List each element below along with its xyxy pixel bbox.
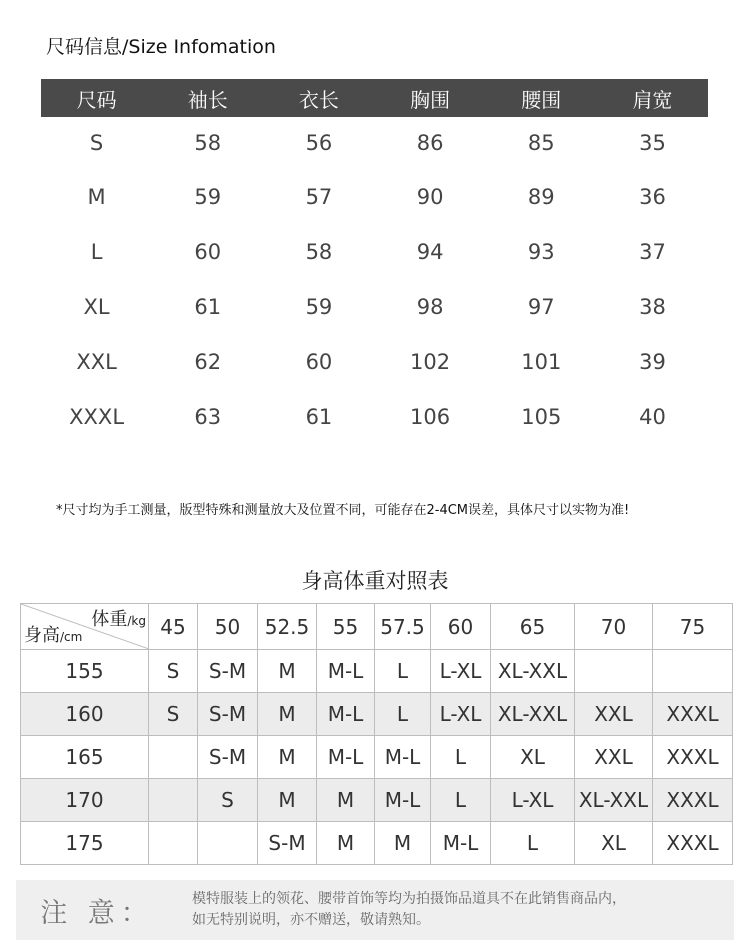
size-cell: 85 xyxy=(527,131,555,155)
recommended-size-cell: L xyxy=(431,736,491,779)
size-cell: 36 xyxy=(639,184,666,209)
recommended-size-cell: XXXL xyxy=(653,779,733,822)
size-cell: 90 xyxy=(416,184,444,209)
recommended-size-cell xyxy=(653,650,733,693)
height-cell: 165 xyxy=(21,736,149,779)
size-row xyxy=(41,334,708,389)
recommended-size-cell: M xyxy=(258,650,317,693)
size-cell: 98 xyxy=(416,294,444,319)
recommended-size-cell xyxy=(149,822,198,865)
recommended-size-cell: XXL xyxy=(575,736,653,779)
weight-cell: 65 xyxy=(491,604,575,650)
size-cell: 94 xyxy=(416,239,444,264)
header-cell: 胸围 xyxy=(410,87,451,112)
recommended-size-cell: XXL xyxy=(575,693,653,736)
recommended-size-cell: M-L xyxy=(375,736,431,779)
recommended-size-cell: S xyxy=(149,693,198,736)
notice-text xyxy=(178,889,734,931)
size-cell: XL xyxy=(83,294,110,319)
size-cell: 102 xyxy=(410,349,451,374)
height-row xyxy=(21,693,733,736)
recommended-size-cell: XXXL xyxy=(653,693,733,736)
recommended-size-cell: XL-XXL xyxy=(575,779,653,822)
size-cell: 61 xyxy=(305,404,333,429)
recommended-size-cell xyxy=(198,822,258,865)
measurement-footnote: *尺寸均为手工测量，版型特殊和测量放大及位置不同，可能存在2-4CM误差，具体尺寸以实物为准! xyxy=(56,503,630,518)
size-cell: 59 xyxy=(194,184,222,209)
weight-cell: 50 xyxy=(198,604,258,650)
weight-cell: 45 xyxy=(149,604,198,650)
recommended-size-cell: XL-XXL xyxy=(491,650,575,693)
recommended-size-cell xyxy=(149,779,198,822)
recommended-size-cell: M-L xyxy=(317,736,375,779)
weight-axis-label xyxy=(91,605,146,631)
height-cell: 170 xyxy=(21,779,149,822)
recommended-size-cell: S-M xyxy=(198,650,258,693)
recommended-size-cell: S-M xyxy=(198,736,258,779)
size-cell: 106 xyxy=(410,404,451,429)
recommended-size-cell: L xyxy=(375,650,431,693)
size-cell: 58 xyxy=(194,131,222,155)
height-axis-label xyxy=(24,621,82,647)
recommended-size-cell: XXXL xyxy=(653,736,733,779)
height-row xyxy=(21,779,733,822)
height-row xyxy=(21,736,733,779)
size-info-title: 尺码信息/Size Infomation xyxy=(46,36,276,58)
size-cell: 105 xyxy=(521,404,562,429)
size-row xyxy=(41,117,708,169)
size-cell: 39 xyxy=(639,349,666,374)
size-cell: M xyxy=(87,184,106,209)
recommended-size-cell: S-M xyxy=(258,822,317,865)
recommended-size-cell xyxy=(575,650,653,693)
recommended-size-cell: L xyxy=(491,822,575,865)
header-cell: 衣长 xyxy=(298,87,339,112)
header-cell: 尺码 xyxy=(76,87,117,112)
header-cell: 肩宽 xyxy=(632,87,673,112)
notice-line: 如无特别说明，亦不赠送，敬请熟知。 xyxy=(192,912,430,928)
weight-cell: 60 xyxy=(431,604,491,650)
recommended-size-cell: S-M xyxy=(198,693,258,736)
height-cell: 160 xyxy=(21,693,149,736)
notice-box xyxy=(16,880,734,940)
size-cell: 60 xyxy=(305,349,333,374)
height-cell: 155 xyxy=(21,650,149,693)
size-cell: 97 xyxy=(527,294,555,319)
size-cell: 63 xyxy=(194,404,222,429)
size-table-body xyxy=(41,117,708,444)
size-cell: 58 xyxy=(305,239,333,264)
height-unit: /cm xyxy=(60,630,83,644)
recommended-size-cell: L xyxy=(375,693,431,736)
size-cell: 89 xyxy=(527,184,555,209)
notice-label: 注 意： xyxy=(40,897,154,929)
recommended-size-cell: M-L xyxy=(317,650,375,693)
size-cell: XXL xyxy=(76,349,117,374)
recommended-size-cell: XL-XXL xyxy=(491,693,575,736)
size-cell: 59 xyxy=(305,294,333,319)
recommended-size-cell: M xyxy=(317,779,375,822)
height-cell: 175 xyxy=(21,822,149,865)
recommended-size-cell: XXXL xyxy=(653,822,733,865)
recommended-size-cell: M xyxy=(375,822,431,865)
size-row xyxy=(41,169,708,224)
corner-cell xyxy=(21,604,149,650)
recommended-size-cell: M xyxy=(258,693,317,736)
weight-cell: 57.5 xyxy=(375,604,431,650)
height-row xyxy=(21,650,733,693)
recommended-size-cell: M xyxy=(258,779,317,822)
size-cell: 93 xyxy=(527,239,555,264)
size-cell: 62 xyxy=(194,349,222,374)
recommended-size-cell: M xyxy=(317,822,375,865)
size-table-header xyxy=(41,79,708,117)
header-cell: 袖长 xyxy=(187,87,228,112)
size-cell: L xyxy=(90,239,103,264)
weight-label: 体重 xyxy=(91,609,128,630)
recommended-size-cell: M xyxy=(258,736,317,779)
recommended-size-cell: S xyxy=(149,650,198,693)
size-cell: 35 xyxy=(639,131,666,155)
size-row xyxy=(41,279,708,334)
size-cell: 101 xyxy=(521,349,562,374)
size-cell: 60 xyxy=(194,239,222,264)
weight-cell: 75 xyxy=(653,604,733,650)
weight-header-row xyxy=(21,604,733,650)
weight-unit: /kg xyxy=(127,614,146,628)
height-row xyxy=(21,822,733,865)
height-weight-table xyxy=(20,603,733,865)
size-cell: S xyxy=(89,131,104,155)
size-row xyxy=(41,224,708,279)
size-row xyxy=(41,389,708,444)
height-weight-title: 身高体重对照表 xyxy=(301,569,449,593)
recommended-size-cell: L-XL xyxy=(431,650,491,693)
recommended-size-cell: L-XL xyxy=(491,779,575,822)
size-cell: XXXL xyxy=(69,404,125,429)
recommended-size-cell: L-XL xyxy=(431,693,491,736)
weight-cell: 52.5 xyxy=(258,604,317,650)
notice-line: 模特服装上的领花、腰带首饰等均为拍摄饰品道具不在此销售商品内， xyxy=(192,891,626,907)
weight-cell: 70 xyxy=(575,604,653,650)
size-info-table xyxy=(41,79,708,444)
recommended-size-cell: M-L xyxy=(431,822,491,865)
size-cell: 86 xyxy=(416,131,444,155)
recommended-size-cell: XL xyxy=(575,822,653,865)
recommended-size-cell: M-L xyxy=(317,693,375,736)
size-cell: 37 xyxy=(639,239,666,264)
recommended-size-cell: M-L xyxy=(375,779,431,822)
size-cell: 61 xyxy=(194,294,222,319)
size-cell: 56 xyxy=(305,131,333,155)
size-cell: 57 xyxy=(305,184,333,209)
height-label: 身高 xyxy=(24,625,60,646)
header-cell: 腰围 xyxy=(521,87,562,112)
weight-cell: 55 xyxy=(317,604,375,650)
recommended-size-cell: XL xyxy=(491,736,575,779)
size-cell: 40 xyxy=(639,404,666,429)
recommended-size-cell: S xyxy=(198,779,258,822)
recommended-size-cell: L xyxy=(431,779,491,822)
recommended-size-cell xyxy=(149,736,198,779)
size-cell: 38 xyxy=(639,294,666,319)
